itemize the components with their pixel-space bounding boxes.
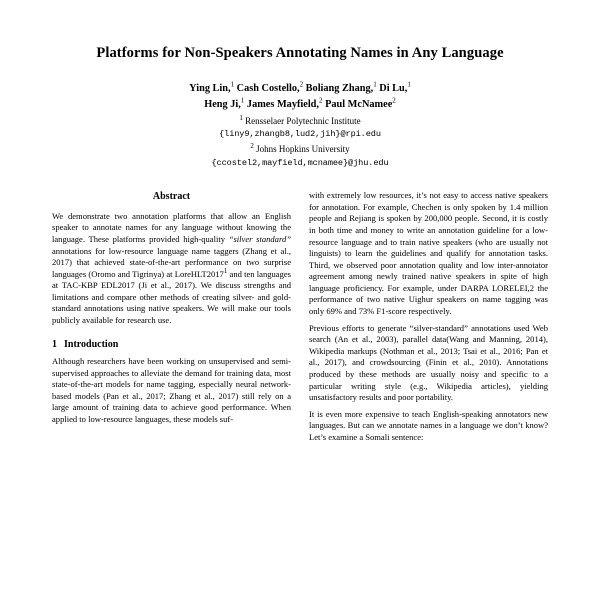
author-affil-marker: 1 [230,80,235,89]
affiliation-2 [52,143,548,157]
email-line-1: {liny9,zhangb8,lud2,jih}@rpi.edu [219,129,381,140]
author-name: Paul McNamee [325,98,393,110]
affiliation-marker: 2 [250,142,254,150]
author-affil-marker: 1 [240,96,245,105]
author-list [52,81,548,113]
author-name: Boliang Zhang, [305,82,374,94]
abstract-quoted-term: “silver standard” [228,233,291,244]
author-name: James Mayfield, [246,98,319,110]
right-paragraph-2: Previous efforts to generate “silver-standard” annotations used Web search (An et al., 2003), parallel data(Wang and Manning, 2014), Wikipedia markups (Nothman et al., 2013; Tsai et al., 2016; Pan et al., 2017), and crowdsourcing (Finin et al., 2010). Annotations produced by these methods are usually noisy and specific to a particular writing style (e.g., Wikipedia articles), yielding unsatisfactory results and poor portability. [309,322,548,403]
footnote-marker-1: 1 [223,266,228,275]
author-line-2 [52,97,548,113]
author-line-1 [52,81,548,97]
abstract-part-5: and ten languages at TAC-KBP EDL2017 (Ji et al., 2017). We discuss strengths and limitations and compare other methods of creating silver- and gold-standard annotations using native speakers. We will make our tools publicly available for research use. [52,268,291,325]
author-name: Ying Lin, [189,82,231,94]
abstract-part-3: annotations for low-resource language name taggers (Zhang et al., 2017) that achieved state-of-the-art performance on two surprise languages (Oromo and Tigrinya) at LoreHLT2017 [52,245,291,279]
author-affil-marker: 2 [299,80,304,89]
abstract-part-1: We demonstrate two annotation platforms that allow an English speaker to annotate names for any language without knowing the language. These platforms provided high-quality [52,210,291,244]
affiliation-text: Rensselaer Polytechnic Institute [245,115,361,126]
right-paragraph-3: It is even more expensive to teach English-speaking annotators new languages. But can we annotate names in a language we don’t know? Let’s examine a Somali sentence: [309,408,548,442]
right-column [309,190,548,443]
affiliation-text: Johns Hopkins University [256,144,350,154]
left-column [52,190,291,443]
right-paragraph-1: with extremely low resources, it’s not easy to access native speakers for annotation. For example, Chechen is only spoken by 1.4 million people and Rejiang is spoken by 200,000 people. Second, it is costly in both time and money to write an annotation guideline for a low-resource language and to train native speakers (who are usually not linguists) to learn the guidelines and qualify for annotation tasks. Third, we observed poor annotation quality and low inter-annotator agreement among newly trained native speakers in spite of high language proficiency. For example, under DARPA LORELEI,2 the performance of two native Uighur speakers on name tagging was only 69% and 73% F1-score respectively. [309,190,548,317]
author-name: Heng Ji, [204,98,241,110]
author-affil-marker: 1 [373,80,377,89]
author-affil-marker: 1 [407,80,411,89]
author-affil-marker: 2 [319,96,323,105]
section-heading-introduction [52,338,291,352]
introduction-paragraph: Although researchers have been working on unsupervised and semi-supervised approaches to alleviate the demand for training data, most state-of-the-art models for name tagging, especially neural network-based models (Pan et al., 2017; Zhang et al., 2017) still rely on a large amount of training data to achieve good performance. When applied to low-resource languages, these models suf- [52,356,291,425]
affiliation-1 [52,115,548,129]
abstract-heading: Abstract [152,191,191,203]
two-column-body [52,190,548,443]
author-affil-marker: 2 [392,96,396,105]
email-line-2: {ccostel2,mayfield,mcnamee}@jhu.edu [211,157,389,168]
section-title: Introduction [64,338,119,350]
affiliation-marker: 1 [239,113,243,122]
author-name: Di Lu, [379,82,408,94]
page-title: Platforms for Non-Speakers Annotating Names in Any Language [96,45,504,61]
section-number: 1 [52,338,57,350]
author-name: Cash Costello, [236,82,300,94]
abstract-paragraph [52,211,291,327]
